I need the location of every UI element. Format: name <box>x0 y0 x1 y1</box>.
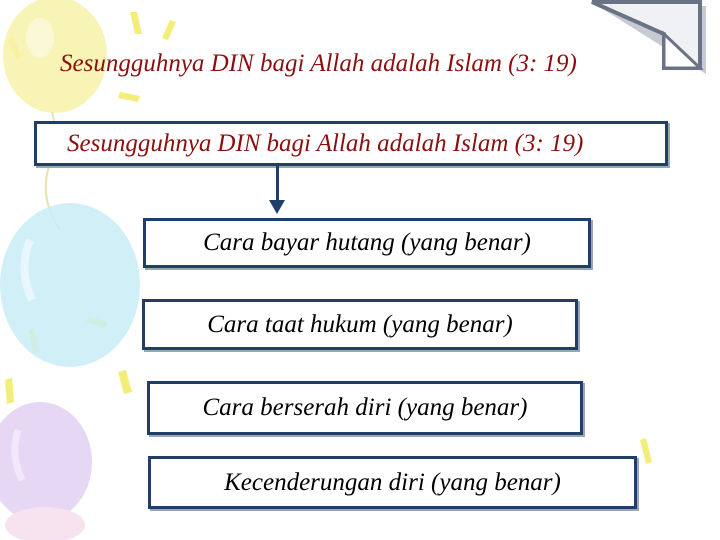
meaning-box-2 <box>142 299 578 350</box>
blue-balloon <box>0 203 140 367</box>
meaning-box-1 <box>143 218 591 268</box>
meaning-box-3 <box>147 381 583 435</box>
main-statement-part1: Sesungguhnya <box>67 129 212 157</box>
meaning-text-3: Cara berserah diri (yang benar) <box>202 394 528 421</box>
meaning-text-2: Cara taat hukum (yang benar) <box>207 310 513 338</box>
purple-balloon <box>0 402 92 540</box>
main-statement-box <box>34 121 668 166</box>
meaning-text-4: Kecenderungan diri (yang benar) <box>224 468 561 496</box>
meaning-text-1: Cara bayar hutang (yang benar) <box>203 229 531 256</box>
meaning-box-4 <box>148 456 637 509</box>
yellow-balloon <box>3 0 107 230</box>
main-statement-din: DIN <box>217 129 261 157</box>
main-statement-part3: bagi Allah adalah Islam (3: 19) <box>266 129 584 157</box>
down-arrow-head <box>269 200 285 214</box>
down-arrow-line <box>276 166 279 202</box>
slide-title: Sesungguhnya DIN bagi Allah adalah Islam (3: 19) <box>60 50 577 77</box>
